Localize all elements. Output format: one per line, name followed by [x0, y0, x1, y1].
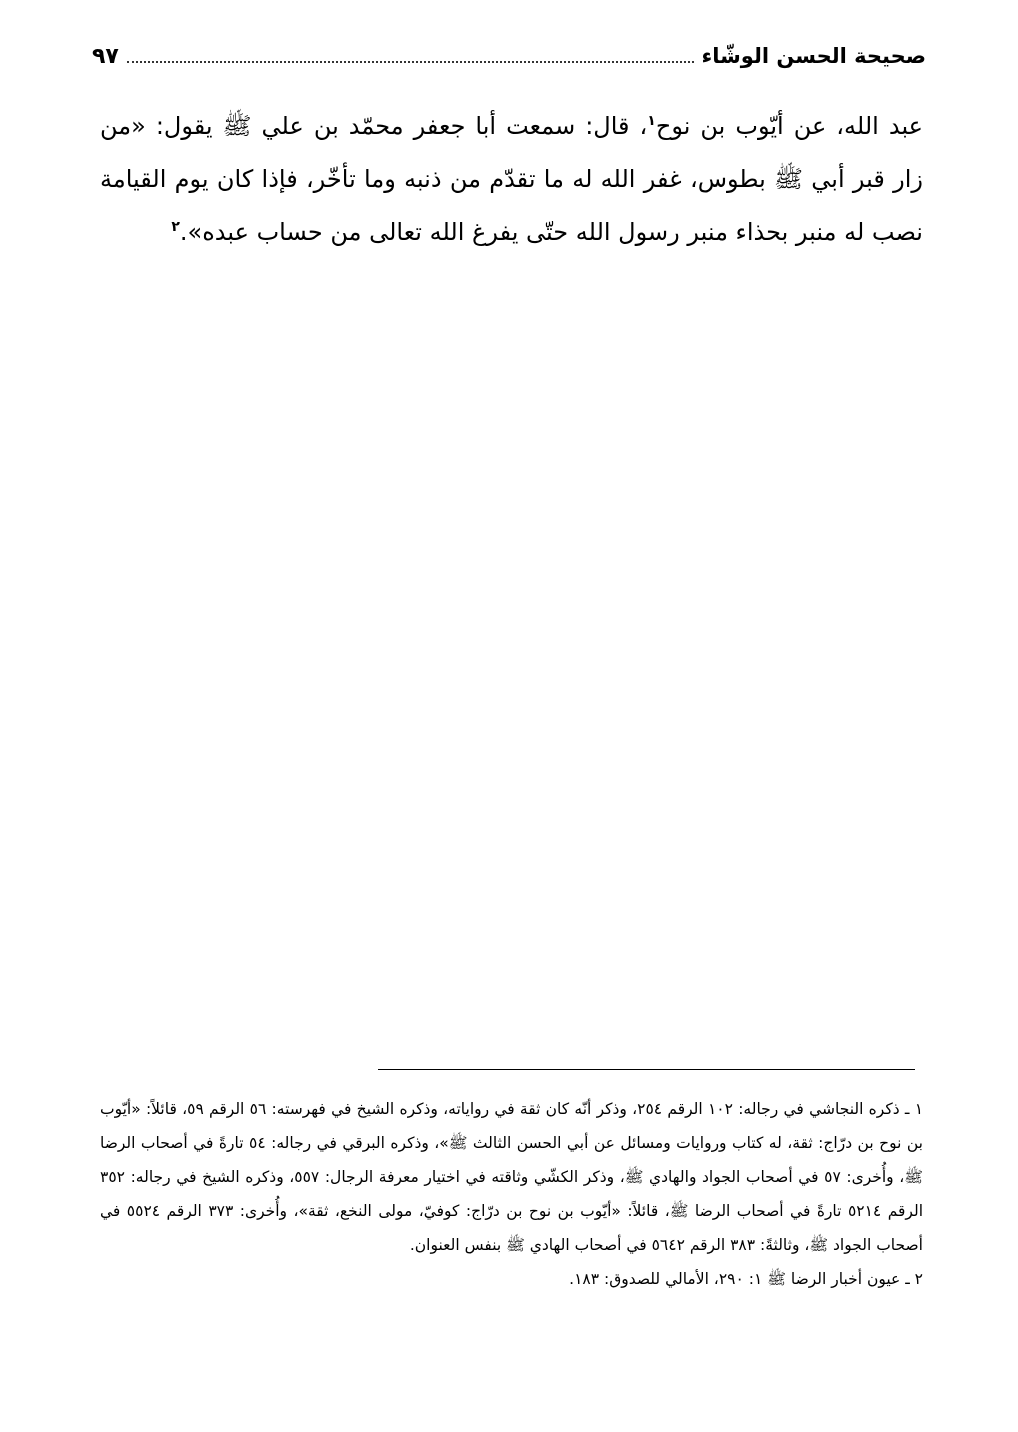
running-head [92, 38, 926, 74]
book-title: صحيحة الحسن الوشّاء [701, 44, 926, 68]
page-number: ٩٧ [92, 43, 119, 69]
footnote-ref-2[interactable]: ٢ [171, 219, 180, 235]
footnote-1: ١ ـ ذكره النجاشي في رجاله: ١٠٢ الرقم ٢٥٤، وذكر أنّه كان ثقة في رواياته، وذكره الشيخ في فهرسته: ٥٦ الرقم ٥٩، قائلاً: «أيّوب بن نوح بن درّاج: ثقة، له كتاب وروايات ومسائل عن أبي الحسن الثالث ﷺ»، وذكره البرقي في رجاله: ٥٤ تارةً في أصحاب الرضا ﷺ، وأُخرى: ٥٧ في أصحاب الجواد والهادي ﷺ، وذكر الكشّي وثاقته في اختيار معرفة الرجال: ٥٥٧، وذكره الشيخ في رجاله: ٣٥٢ الرقم ٥٢١٤ تارةً في أصحاب الرضا ﷺ، قائلاً: «أيّوب بن نوح بن درّاج: كوفيّ، مولى النخع، ثقة»، وأُخرى: ٣٧٣ الرقم ٥٥٢٤ في أصحاب الجواد ﷺ، وثالثةً: ٣٨٣ الرقم ٥٦٤٢ في أصحاب الهادي ﷺ بنفس العنوان. [100, 1100, 924, 1254]
footnote-divider [378, 1069, 915, 1070]
footnotes [100, 1092, 923, 1296]
footnote-ref-1[interactable]: ١ [647, 113, 656, 129]
main-text-part-1: عبد الله، عن أيّوب بن نوح [655, 112, 924, 140]
main-text-part-2: ، قال: سمعت أبا جعفر محمّد بن علي ﷺ يقول: «من زار قبر أبي ﷺ بطوس، غفر الله له ما تقدّم من ذنبه وما تأخّر، فإذا كان يوم القيامة نصب له منبر بحذاء منبر رسول الله حتّى يفرغ الله تعالى من حساب عبده». [100, 112, 923, 246]
footnote-2: ٢ ـ عيون أخبار الرضا ﷺ ١: ٢٩٠، الأمالي للصدوق: ١٨٣. [569, 1270, 923, 1288]
main-text [100, 100, 923, 259]
leader-dots [127, 61, 694, 63]
